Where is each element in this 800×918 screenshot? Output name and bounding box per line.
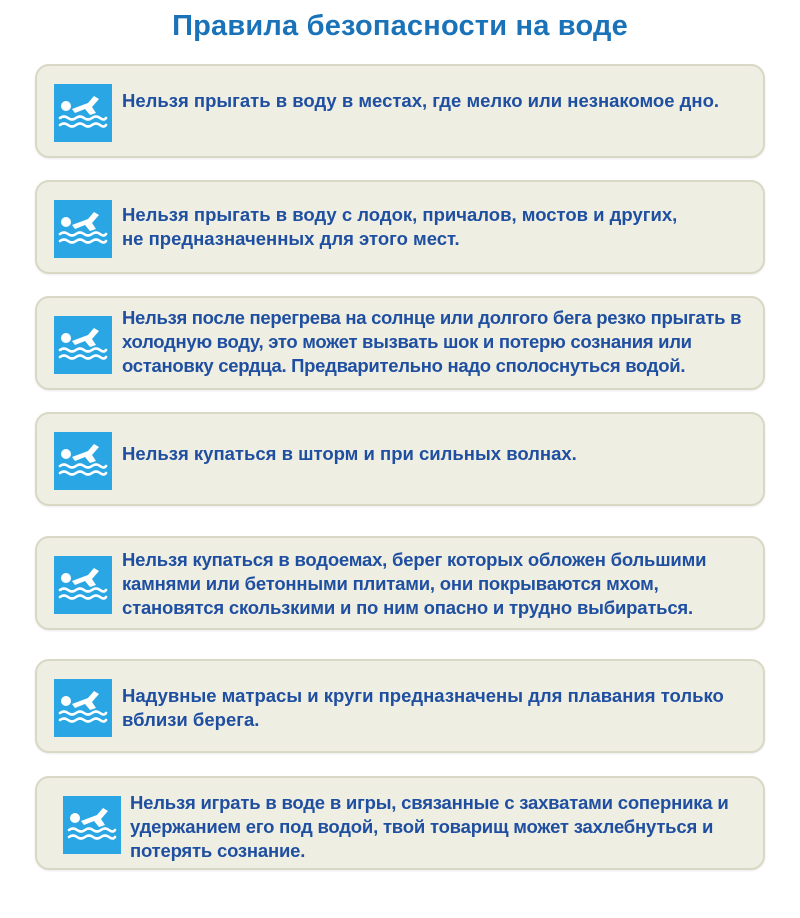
swimmer-icon [54, 316, 112, 374]
swimmer-icon [54, 556, 112, 614]
rule-card [35, 776, 765, 870]
swimmer-icon [54, 679, 112, 737]
swimmer-icon [54, 84, 112, 142]
rule-card [35, 536, 765, 630]
rule-text: Нельзя после перегрева на солнце или долгого бега резко прыгать в холодную воду, это может вызвать шок и потерю сознания или остановку сердца. Предварительно надо сполоснуться водой. [122, 307, 742, 376]
rule-card [35, 659, 765, 753]
rule-text: Надувные матрасы и круги предназначены для плавания только вблизи берега. [122, 685, 724, 730]
rule-text: Нельзя купаться в водоемах, берег которых обложен большими камнями или бетонными плитами, они покрываются мхом, становятся скользкими и по ним опасно и трудно выбираться. [122, 549, 707, 618]
rule-card [35, 64, 765, 158]
rule-card [35, 412, 765, 506]
rule-card [35, 296, 765, 390]
swimmer-icon [54, 432, 112, 490]
rule-text: Нельзя купаться в шторм и при сильных волнах. [122, 443, 577, 464]
swimmer-icon [63, 796, 121, 854]
swimmer-icon [54, 200, 112, 258]
rule-card [35, 180, 765, 274]
page-title: Правила безопасности на воде [172, 10, 628, 42]
rule-text: Нельзя играть в воде в игры, связанные с захватами соперника и удержанием его под водой, твой товарищ может захлебнуться и потерять сознание. [130, 792, 729, 861]
rule-text: Нельзя прыгать в воду в местах, где мелко или незнакомое дно. [122, 90, 720, 111]
rule-text: Нельзя прыгать в воду с лодок, причалов, мостов и других, не предназначенных для этого мест. [122, 204, 678, 249]
